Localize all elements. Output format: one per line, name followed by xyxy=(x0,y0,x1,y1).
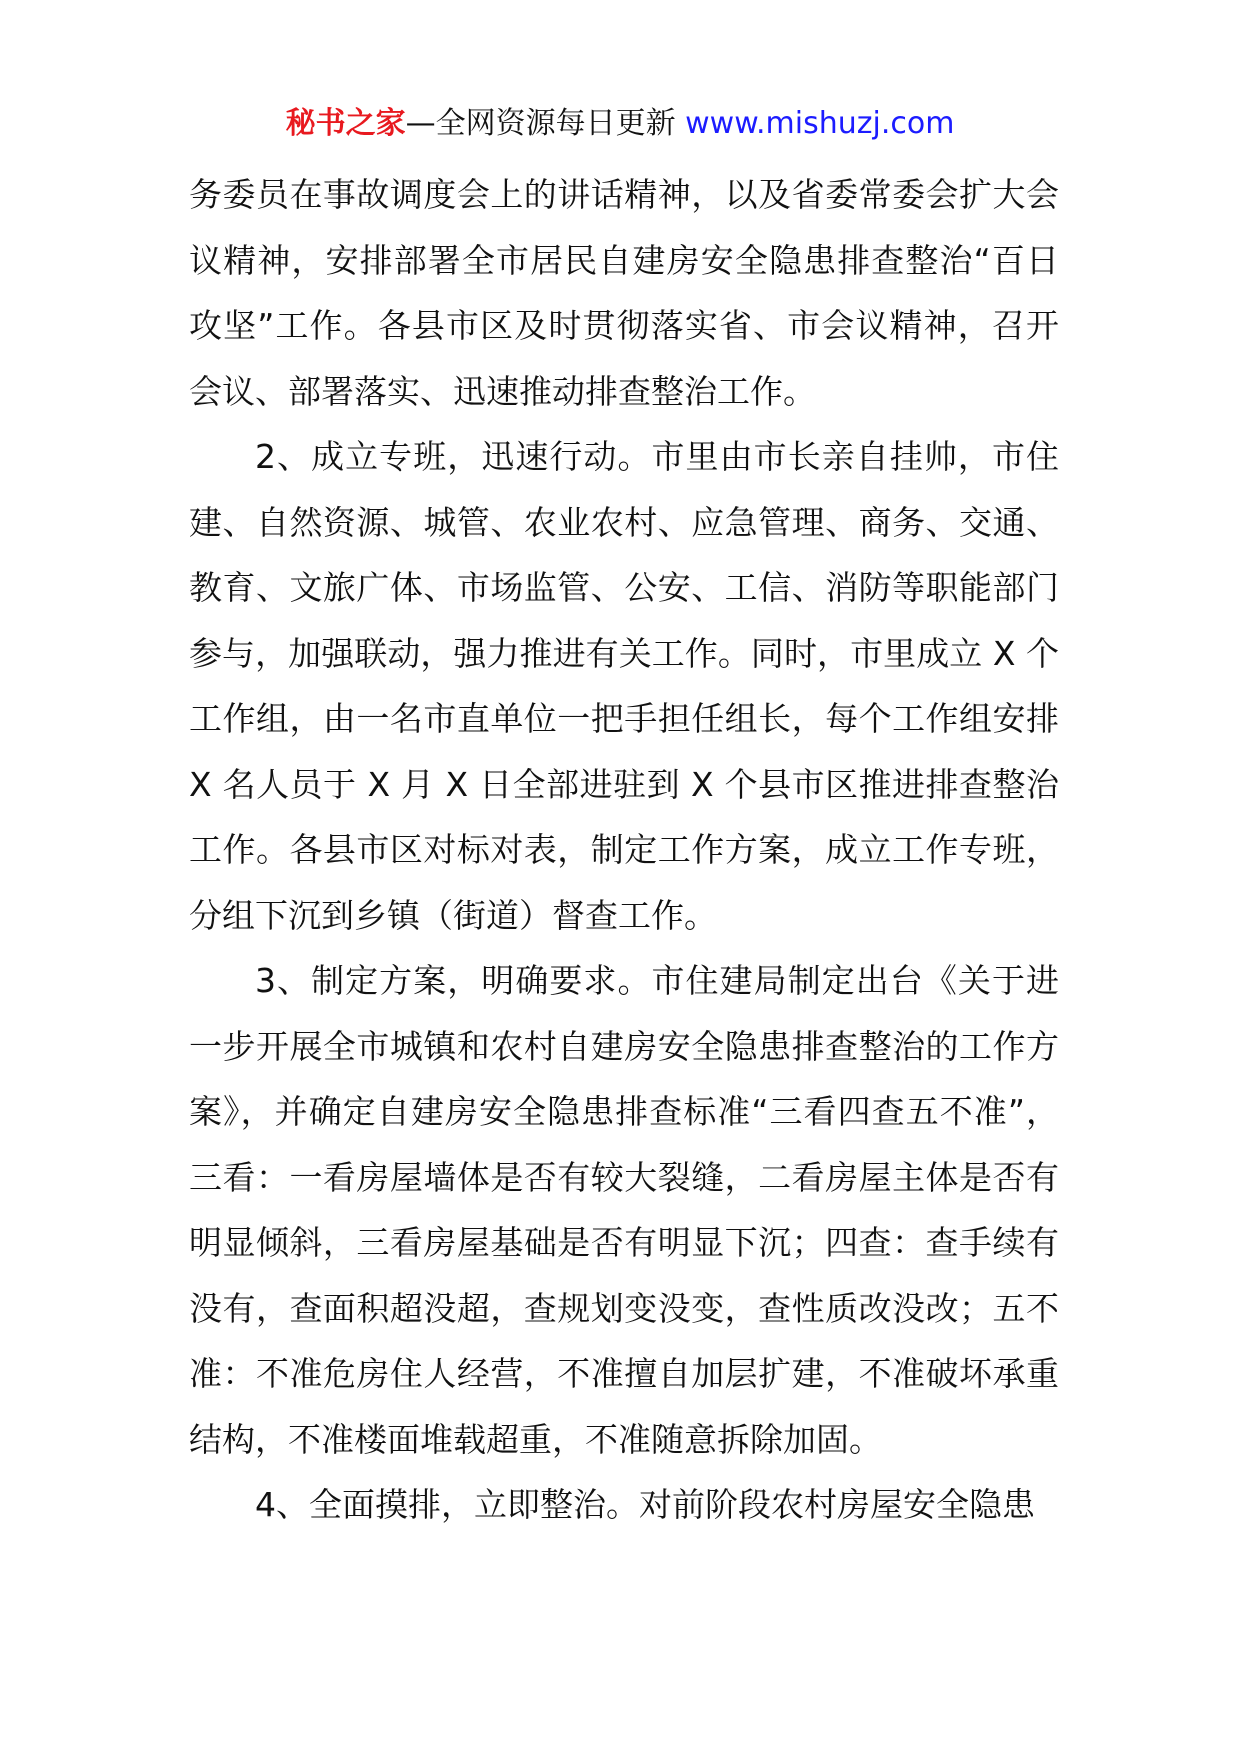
paragraph-continued: 务委员在事故调度会上的讲话精神，以及省委常委会扩大会议精神，安排部署全市居民自建房安全隐患排查整治“百日攻坚”工作。各县市区及时贯彻落实省、市会议精神，召开会议、部署落实、迅速推动排查整治工作。 xyxy=(189,175,1059,411)
paragraph-section-4: 4、全面摸排，立即整治。对前阶段农村房屋安全隐患 xyxy=(255,1485,1035,1524)
brand-name: 秘书之家 xyxy=(285,106,406,141)
paragraph-section-2: 2、成立专班，迅速行动。市里由市长亲自挂帅，市住建、自然资源、城管、农业农村、应急管理、商务、交通、教育、文旅广体、市场监管、公安、工信、消防等职能部门参与，加强联动，强力推进有关工作。同时，市里成立 X 个工作组，由一名市直单位一把手担任组长，每个工作组安排 X 名人员于 X 月 X 日全部进驻到 X 个县市区推进排查整治工作。各县市区对标对表，制定工作方案，成立工作专班，分组下沉到乡镇（街道）督查工作。 xyxy=(189,437,1059,935)
page-header xyxy=(0,100,1240,148)
paragraph-section-3: 3、制定方案，明确要求。市住建局制定出台《关于进一步开展全市城镇和农村自建房安全隐患排查整治的工作方案》，并确定自建房安全隐患排查标准“三看四查五不准”，三看：一看房屋墙体是否有较大裂缝，二看房屋主体是否有明显倾斜，三看房屋基础是否有明显下沉；四查：查手续有没有，查面积超没超，查规划变没变，查性质改没改；五不准：不准危房住人经营，不准擅自加层扩建，不准破坏承重结构，不准楼面堆载超重，不准随意拆除加固。 xyxy=(189,961,1059,1459)
document-body xyxy=(189,162,1059,1538)
site-url-link[interactable]: www.mishuzj.com xyxy=(685,106,955,141)
header-tagline: —全网资源每日更新 xyxy=(405,106,676,141)
